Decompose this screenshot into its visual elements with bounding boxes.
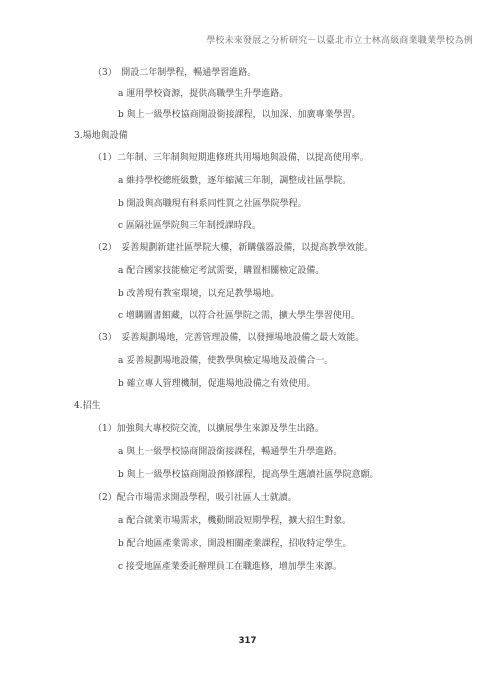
text-line: a 運用學校資源，提供高職學生升學進路。 <box>118 89 289 99</box>
section-heading: 4.招生 <box>74 401 101 411</box>
text-line: b 確立專人管理機制，促進場地設備之有效使用。 <box>118 379 316 389</box>
text-line: a 維持學校總班級數，逐年縮減三年制，調整成社區學院。 <box>118 176 352 186</box>
text-line: a 與上一級學校協商開設銜接課程，暢通學生升學進路。 <box>118 447 343 457</box>
text-line: c 接受地區產業委託辦理員工在職進修，增加學生來源。 <box>118 562 342 572</box>
text-line: b 開設與高職現有科系同性質之社區學院學程。 <box>118 199 307 209</box>
text-line: a 配合國家技能檢定考試需要，購置相關檢定設備。 <box>118 266 325 276</box>
text-line: c 增購圖書館藏，以符合社區學院之需，擴大學生學習使用。 <box>118 311 360 321</box>
text-line: （1）加強與大專校院交流，以擴展學生來源及學生出路。 <box>93 424 324 434</box>
section-heading: 3.場地與設備 <box>74 131 128 141</box>
text-line: a 配合就業市場需求，機動開設短期學程，擴大招生對象。 <box>118 516 352 526</box>
running-header: 學校未來發展之分析研究－以臺北市立士林高級商業職業學校為例 <box>206 36 473 46</box>
text-line: b 配合地區產業需求，開設相關產業課程，招收特定學生。 <box>118 539 352 549</box>
page-number: 317 <box>238 636 257 646</box>
text-line: b 與上一級學校協商開設預修課程，提高學生選讀社區學院意願。 <box>118 470 379 480</box>
text-line: a 妥善規劃場地設備，使教學與檢定場地及設備合一。 <box>118 356 334 366</box>
text-line: （3） 開設二年制學程，暢通學習進路。 <box>93 68 257 78</box>
text-line: c 區隔社區學院與三年制授課時段。 <box>118 221 261 231</box>
text-line: （3） 妥善規劃場地，完善管理設備，以發揮場地設備之最大效能。 <box>93 333 365 343</box>
text-line: （2）配合市場需求開設學程，吸引社區人士就讀。 <box>93 493 297 503</box>
text-line: b 改善現有教室環境，以充足教學場地。 <box>118 289 280 299</box>
text-line: b 與上一級學校協商開設銜接課程，以加深、加廣專業學習。 <box>118 110 361 120</box>
text-line: （1）二年制、三年制與短期進修班共用場地與設備，以提高使用率。 <box>93 153 369 163</box>
text-line: （2） 妥善規劃新建社區學院大樓，新購儀器設備，以提高教學效能。 <box>93 243 374 253</box>
